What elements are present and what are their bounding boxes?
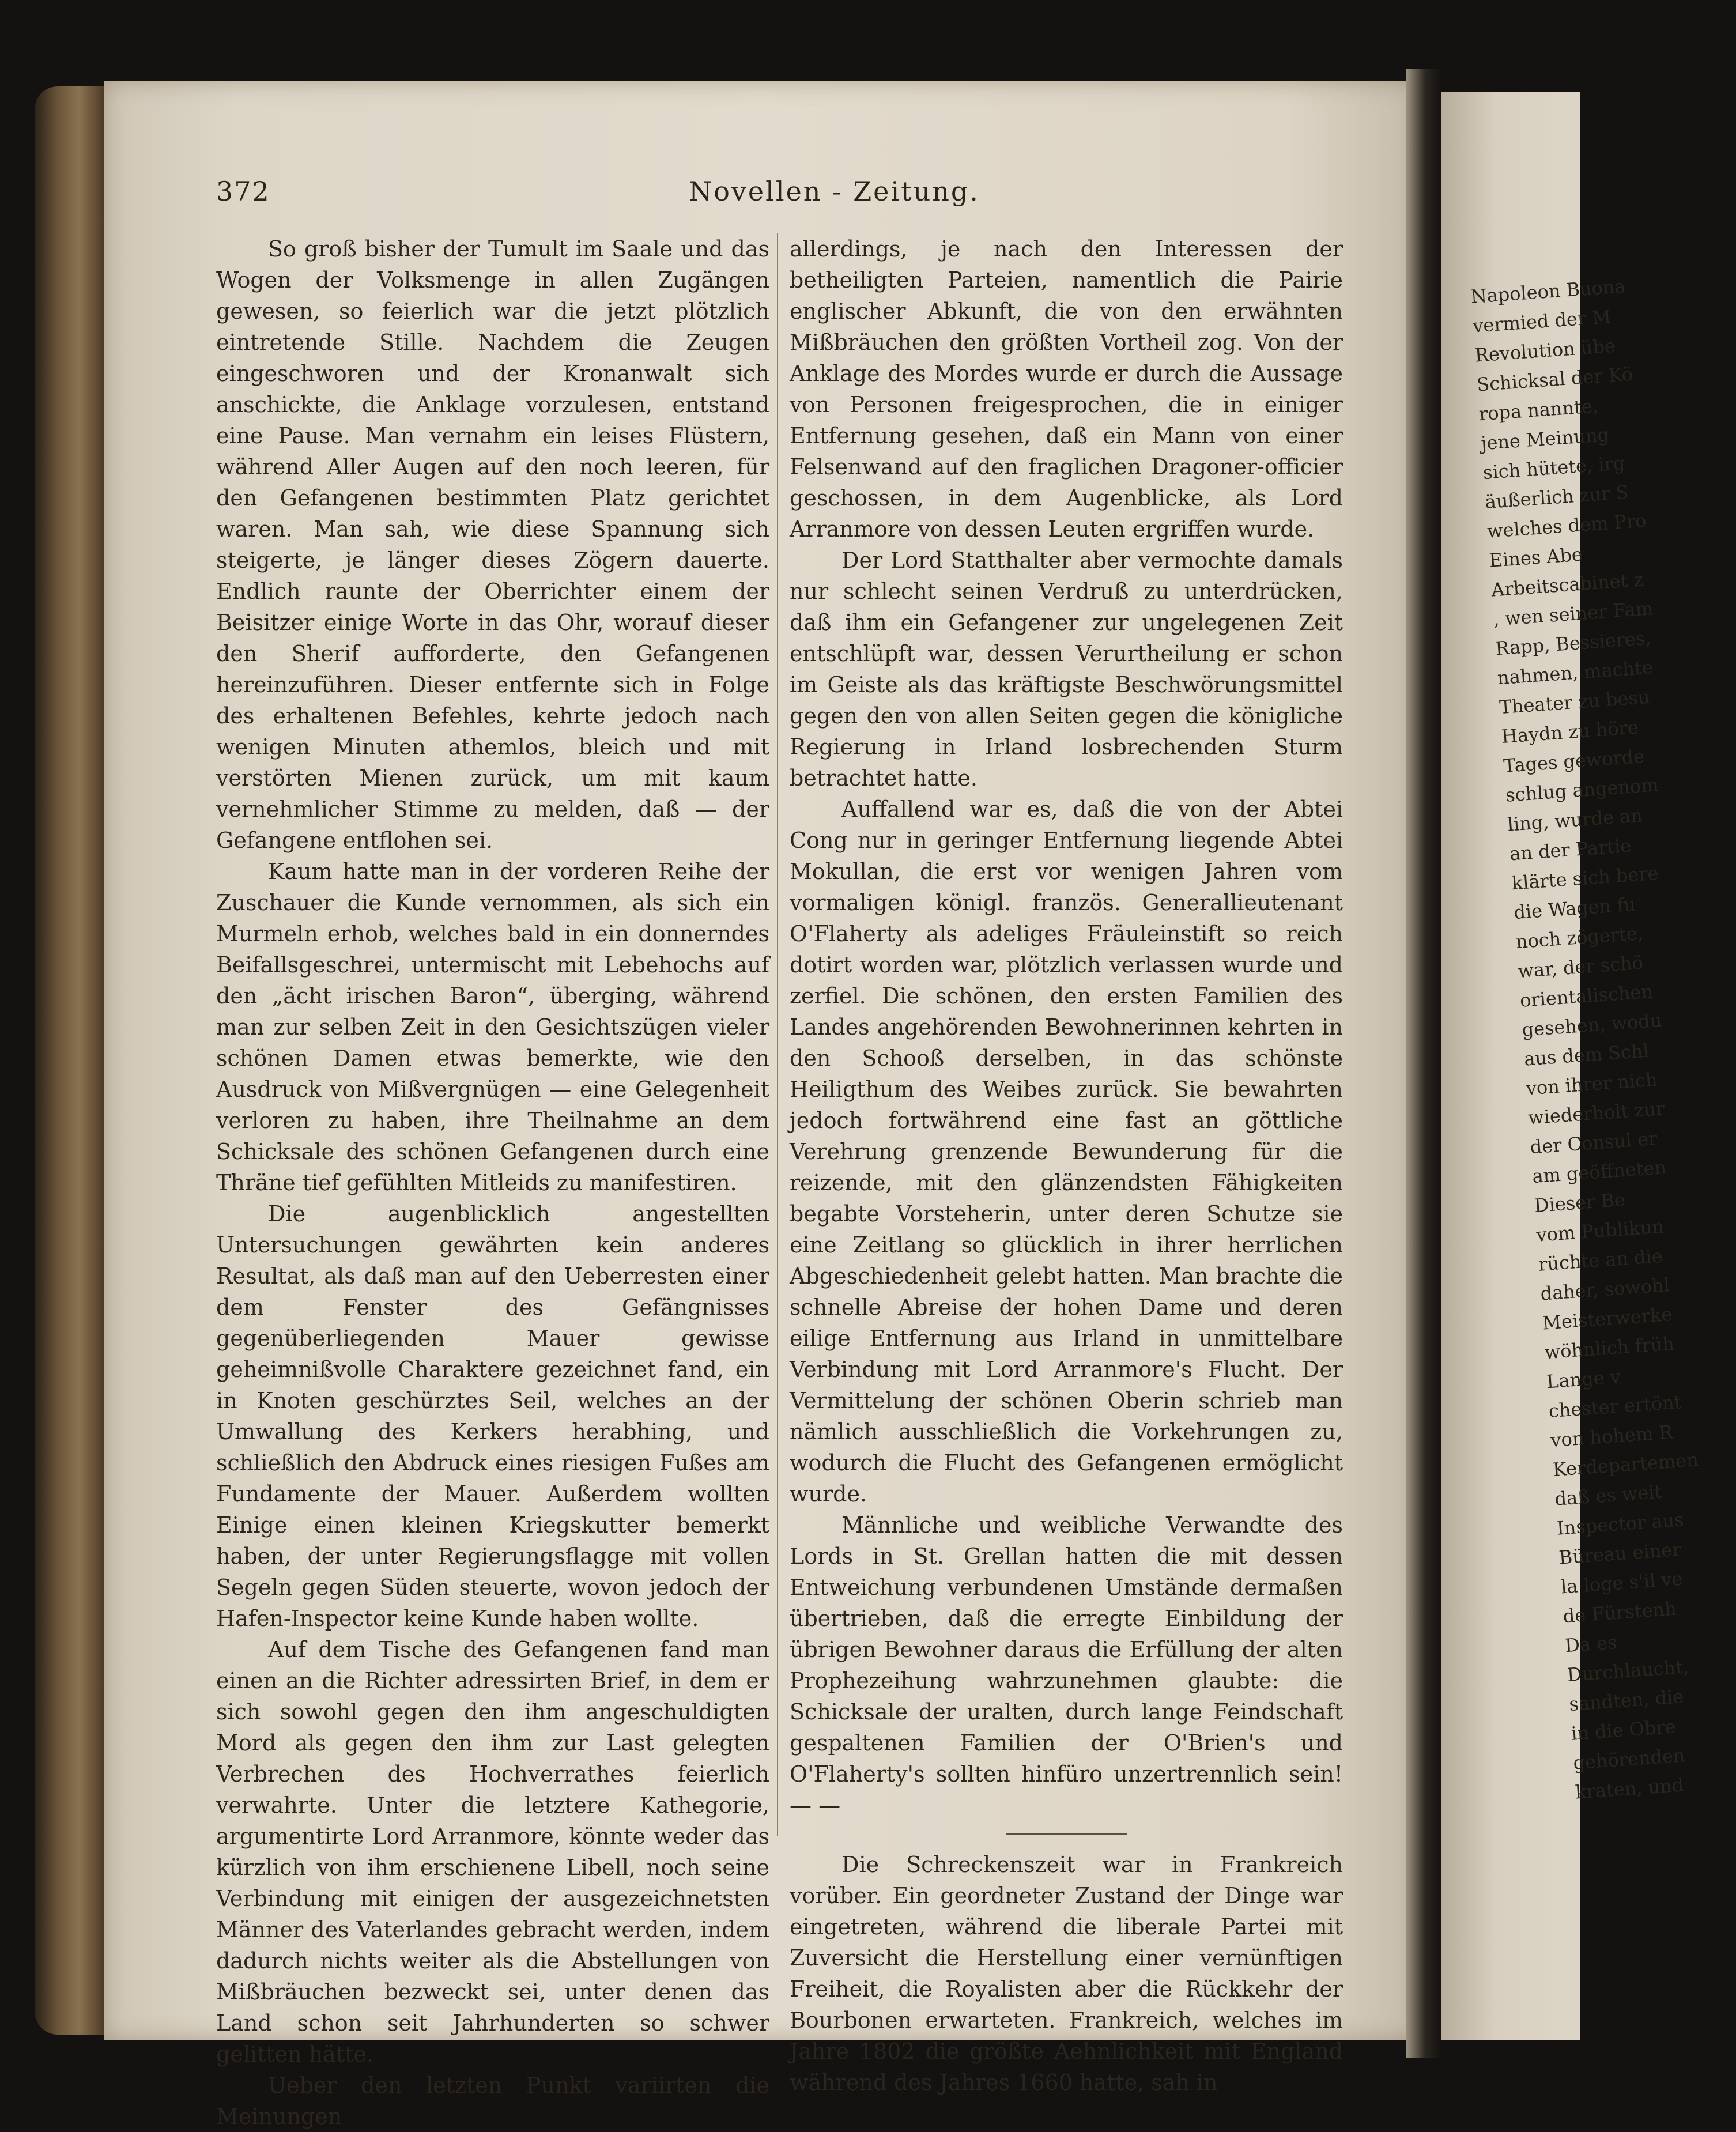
facing-page-line: de Fürstenh <box>1562 1597 1677 1628</box>
facing-page-line: wöhnlich früh <box>1543 1332 1675 1364</box>
page-number: 372 <box>216 176 270 207</box>
facing-page-line: Rapp, Bessieres, <box>1495 627 1652 660</box>
paragraph: Auffallend war es, daß die von der Abtei Cong nur in geringer Entfernung liegende Abtei Mokullan, die erst vor wenigen Jahren vom vormaligen königl. französ. Generallieutenant O'Flaherty als adeliges Fräuleinstift so reich dotirt worden war, plötzlich verlassen wurde und zerfiel. Die schönen, den ersten Familien des Landes angehörenden Bewohnerinnen kehrten in den Schooß derselben, in das schönste Heiligthum des Weibes zurück. Sie bewahrten jedoch fortwährend eine fast an göttliche Verehrung grenzende Bewunderung für die reizende, mit den glänzendsten Fähigkeiten begabte Vorsteherin, unter deren Schutze sie eine Zeitlang so glücklich in ihrer herrlichen Abgeschiedenheit gelebt hatten. Man brachte die schnelle Abreise der hohen Dame und deren eilige Entfernung aus Irland in unmittelbare Verbindung mit Lord Arranmore's Flucht. Der Vermittelung der schönen Oberin schrieb man nämlich ausschließlich die Vorkehrungen zu, wodurch die Flucht des Gefangenen ermöglicht wurde. <box>790 797 1343 1507</box>
facing-page-line: der Consul er <box>1529 1127 1658 1159</box>
facing-page-line: Schicksal der Kö <box>1476 363 1634 396</box>
facing-page-line: in die Obre <box>1570 1715 1677 1745</box>
facing-page-line: Theater zu besu <box>1499 686 1651 719</box>
facing-page-line: Tages geworde <box>1503 745 1646 777</box>
facing-page-line: von hohem R <box>1550 1421 1674 1452</box>
facing-page-line: ropa nannte, <box>1478 395 1599 425</box>
facing-page-text <box>1470 272 1726 1808</box>
paragraph: Die augenblicklich angestellten Untersuchungen gewährten kein anderes Resultat, als daß man auf den Ueberresten einer dem Fenster des Gefängnisses gegenüberliegenden Mauer gewisse geheimnißvolle Charaktere gezeichnet fand, ein in Knoten geschürztes Seil, welches an der Umwallung des Kerkers herabhing, und schließlich den Abdruck eines riesigen Fußes am Fundamente der Mauer. Außerdem wollten Einige einen kleinen Kriegskutter bemerkt haben, der unter Regierungsflagge mit vollen Segeln gegen Süden steuerte, wovon jedoch der Hafen-Inspector keine Kunde haben wollte. <box>216 1201 769 1631</box>
paragraph: Männliche und weibliche Verwandte des Lords in St. Grellan hatten die mit dessen Entweichung verbundenen Umstände dermaßen übertrieben, daß die erregte Einbildung der übrigen Bewohner daraus die Erfüllung der alten Prophezeihung wahrzunehmen glaubte: die Schicksale der uralten, durch lange Feindschaft gespaltenen Familien der O'Brien's und O'Flaherty's sollten hinfüro unzertrennlich sein! — — <box>790 1512 1343 1818</box>
paragraph: Kaum hatte man in der vorderen Reihe der Zuschauer die Kunde vernommen, als sich ein Murmeln erhob, welches bald in ein donnerndes Beifallsgeschrei, untermischt mit Lebehochs auf den „ächt irischen Baron“, überging, während man zur selben Zeit in den Gesichtszügen vieler schönen Damen etwas bemerkte, wie den Ausdruck von Mißvergnügen — eine Gelegenheit verloren zu haben, ihre Theilnahme an dem Schicksale des schönen Gefangenen durch eine Thräne tief gefühlten Mitleids zu manifestiren. <box>216 859 769 1195</box>
paragraph: So groß bisher der Tumult im Saale und das Wogen der Volksmenge in allen Zugängen gewesen, so feierlich war die jetzt plötzlich eintretende Stille. Nachdem die Zeugen eingeschworen und der Kronanwalt sich anschickte, die Anklage vorzulesen, entstand eine Pause. Man vernahm ein leises Flüstern, während Aller Augen auf den noch leeren, für den Gefangenen bestimmten Platz gerichtet waren. Man sah, wie diese Spannung sich steigerte, je länger dieses Zögern dauerte. Endlich raunte der Oberrichter einem der Beisitzer einige Worte in das Ohr, worauf dieser den Sherif aufforderte, den Gefangenen hereinzuführen. Dieser entfernte sich in Folge des erhaltenen Befehles, kehrte jedoch nach wenigen Minuten athemlos, bleich und mit verstörten Mienen zurück, um mit kaum vernehmlicher Stimme zu melden, daß — der Gefangene entflohen sei. <box>216 236 769 853</box>
facing-page-line: daß es weit <box>1554 1480 1663 1510</box>
facing-page-line: , wen seiner Fam <box>1492 597 1654 631</box>
facing-page-line: Durchlaucht, <box>1566 1655 1690 1686</box>
facing-page-line: gehörenden <box>1572 1744 1686 1774</box>
column-rule <box>777 233 778 1836</box>
facing-page-line: kraten, und <box>1574 1773 1685 1803</box>
facing-page-line: daher, sowohl <box>1539 1274 1670 1305</box>
page-header <box>216 176 1369 216</box>
facing-page-line: die Wagen fu <box>1513 893 1636 924</box>
facing-page-line: klärte sich bere <box>1511 862 1659 895</box>
facing-page-line: chester ertönt <box>1548 1391 1682 1422</box>
facing-page-line: gesehen, wodu <box>1521 1009 1663 1041</box>
facing-page-line: noch zögerte, <box>1515 922 1644 953</box>
facing-page-line: Kerdepartemen <box>1552 1448 1700 1481</box>
section-divider <box>1006 1833 1127 1835</box>
facing-page-line: Haydn zu höre <box>1500 716 1639 748</box>
paragraph: Der Lord Statthalter aber vermochte damals nur schlecht seinen Verdruß zu unterdrücken, daß ihm ein Gefangener zur ungelegenen Zeit entschlüpft war, dessen Verurtheilung er schon im Geiste als das kräftigste Beschwörungsmittel gegen den von allen Seiten gegen die königliche Regierung in Irland losbrechenden Sturm betrachtet hatte. <box>790 548 1343 791</box>
facing-page-line: welches dem Pro <box>1486 509 1647 542</box>
running-title: Novellen - Zeitung. <box>689 176 980 207</box>
paragraph: Auf dem Tische des Gefangenen fand man einen an die Richter adressirten Brief, in dem er sich sowohl gegen den ihm angeschuldigten Mord als gegen den ihm zur Last gelegten Verbrechen des Hochverrathes feierlich verwahrte. Unter die letztere Kathegorie, argumentirte Lord Arranmore, könnte weder das kürzlich von ihm erschienene Libell, noch seine Verbindung mit einigen der ausgezeichnetsten Männer des Vaterlandes gebracht werden, indem dadurch nichts weiter als die Abstellungen von Mißbräuchen bezweckt sei, unter denen das Land schon seit Jahrhunderten so schwer gelitten hätte. <box>216 1637 769 2067</box>
facing-page-line: aus dem Schl <box>1523 1039 1650 1070</box>
facing-page-line: rüchte an die <box>1537 1244 1663 1276</box>
facing-page-line: Arbeitscabinet z <box>1490 568 1644 601</box>
facing-page-line: Büreau einer <box>1558 1538 1682 1569</box>
facing-page-line: nahmen, machte <box>1496 656 1654 689</box>
facing-page <box>1441 92 1700 2040</box>
facing-page-line: orientalischen <box>1519 980 1654 1012</box>
facing-page-line: war, der schö <box>1517 951 1644 983</box>
right-column <box>790 233 1343 2095</box>
left-column <box>216 233 769 2129</box>
facing-page-line: äußerlich zur S <box>1484 481 1629 514</box>
book-fore-edge <box>35 86 115 2035</box>
facing-page-line: Revolution übe <box>1474 334 1616 367</box>
paragraph: Ueber den letzten Punkt variirten die Meinungen <box>216 2073 769 2129</box>
facing-page-line: wiederholt zur <box>1527 1097 1666 1129</box>
facing-page-line: sich hütete, irg <box>1482 452 1626 484</box>
facing-page-line: von ihrer nich <box>1525 1068 1658 1100</box>
paragraph: Die Schreckenszeit war in Frankreich vorüber. Ein geordneter Zustand der Dinge war eingetreten, während die liberale Partei mit Zuversicht die Herstellung einer vernünftigen Freiheit, die Royalisten aber die Rückkehr der Bourbonen erwarteten. Frankreich, welches im Jahre 1802 die größte Aehnlichkeit mit England während des Jahres 1660 hatte, sah in <box>790 1852 1343 2095</box>
facing-page-line: Eines Abe <box>1488 543 1583 572</box>
book-gutter <box>1406 69 1441 2058</box>
facing-page-line: an der Partie <box>1509 834 1632 865</box>
facing-page-line: ling, wurde an <box>1507 804 1644 836</box>
facing-page-line: jene Meinung <box>1480 423 1610 455</box>
facing-page-line: Da es <box>1564 1631 1618 1657</box>
facing-page-line: vom Publikun <box>1535 1215 1665 1246</box>
facing-page-line: am geöffneten <box>1531 1156 1667 1188</box>
facing-page-line: Inspector aus <box>1556 1508 1685 1539</box>
facing-page-line: Meisterwerke <box>1541 1303 1673 1334</box>
facing-page-line: Napoleon Buona <box>1470 275 1626 308</box>
paragraph: allerdings, je nach den Interessen der betheiligten Parteien, namentlich die Pairie englischer Abkunft, die von den erwähnten Mißbräuchen den größten Vortheil zog. Von der Anklage des Mordes wurde er durch die Aussage von Personen freigesprochen, die in einiger Entfernung gesehen, daß ein Mann von einer Felsenwand auf den fraglichen Dragoner-officier geschossen, in dem Augenblicke, als Lord Arranmore von dessen Leuten ergriffen wurde. <box>790 236 1343 542</box>
facing-page-line: schlug angenom <box>1504 773 1659 806</box>
facing-page-line: Lange v <box>1546 1365 1621 1393</box>
facing-page-line: vermied der M <box>1471 305 1612 337</box>
facing-page-line: Dieser Be <box>1533 1188 1626 1217</box>
facing-page-line: sandten, die <box>1568 1685 1685 1715</box>
facing-page-line: la loge s'il ve <box>1560 1567 1684 1598</box>
